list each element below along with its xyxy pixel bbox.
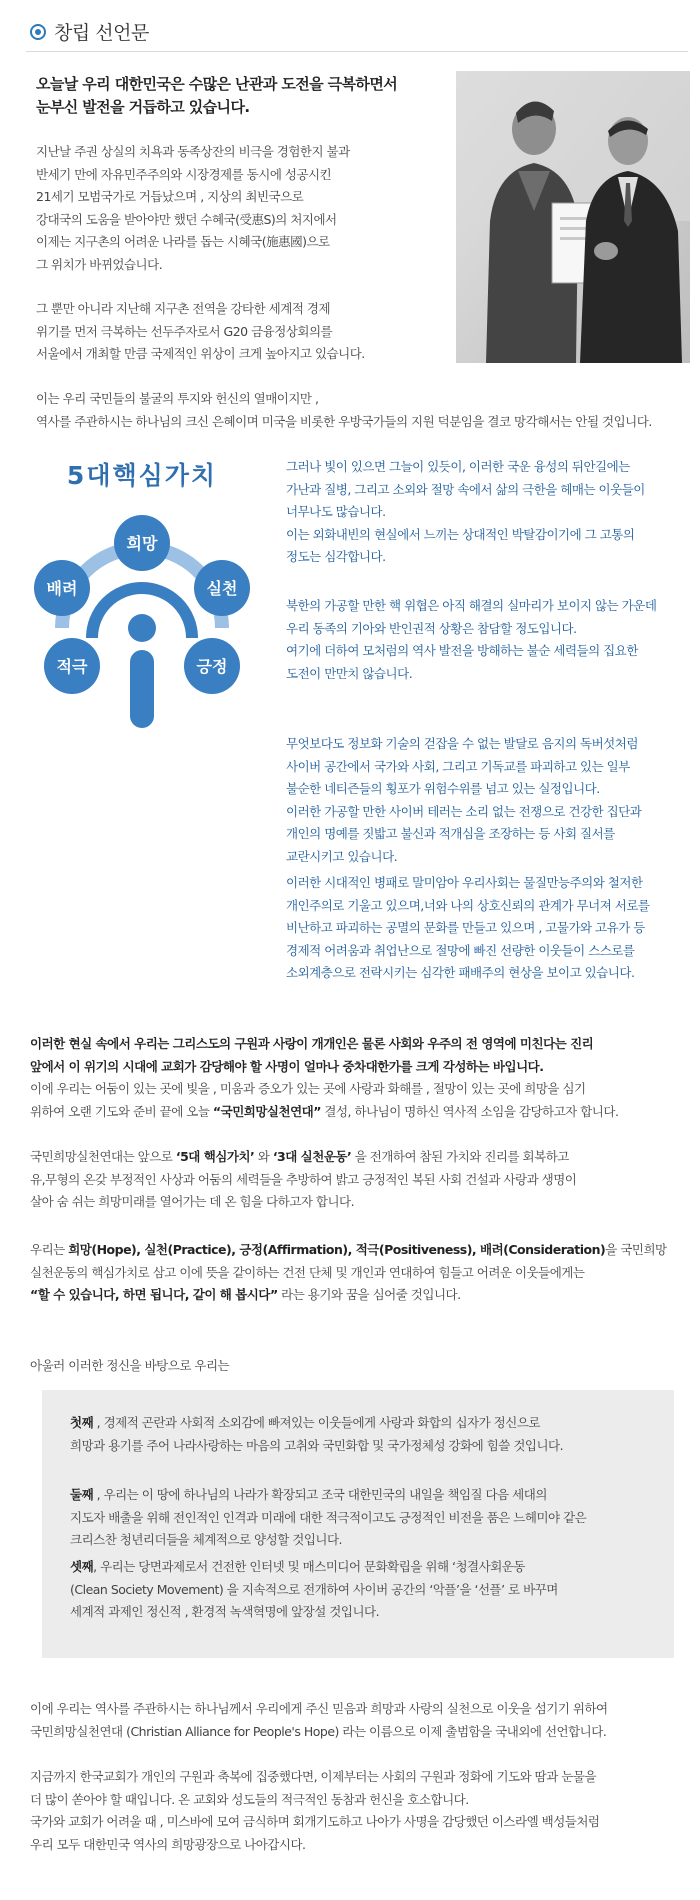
text-line: 서울에서 개최할 만큼 국제적인 위상이 크게 높아지고 있습니다. [36, 346, 365, 361]
text-line: 너무나도 많습니다. [286, 504, 386, 519]
text-line: 이러한 현실 속에서 우리는 그리스도의 구원과 사랑이 개개인은 물론 사회와 우주의 전 영역에 미친다는 진리 [30, 1036, 594, 1051]
text-segment: , 우리는 이 땅에 하나님의 나라가 확장되고 조국 대한민국의 내일을 책임질 다음 세대의 [93, 1487, 547, 1502]
text-line: 이는 우리 국민들의 불굴의 투지와 헌신의 열매이지만 , [36, 391, 319, 406]
text-line: 비난하고 파괴하는 공멸의 문화를 만들고 있으며 , 고물가와 고유가 등 [286, 920, 645, 935]
text-line: 사이버 공간에서 국가와 사회, 그리고 기독교를 파괴하고 있는 일부 [286, 758, 630, 774]
text-line: 교란시키고 있습니다. [286, 848, 398, 864]
text-line: 지도자 배출을 위해 전인적인 인격과 미래에 대한 적극적이고도 긍정적인 비전을 품은 느헤미야 같은 [70, 1509, 587, 1525]
text-line: 살아 숨 쉬는 희망미래를 열어가는 데 온 힘을 다하고자 합니다. [30, 1194, 355, 1209]
text-line: 우리 모두 대한민국 역사의 희망광장으로 나아갑시다. [30, 1836, 306, 1852]
commitment-label: 셋째 [70, 1559, 94, 1574]
text-line [70, 1556, 650, 1579]
value-label-positiveness: 적극 [56, 657, 88, 676]
text-line: 이제는 지구촌의 어려운 나라를 돕는 시혜국(施惠國)으로 [36, 234, 330, 249]
text-line: 정도는 심각합니다. [286, 549, 386, 564]
text-line: 그 위치가 바뀌었습니다. [36, 256, 163, 272]
commitment-third [70, 1556, 650, 1624]
commitment-label: 첫째 [70, 1415, 94, 1430]
text-line: 강대국의 도움을 받아야만 했던 수혜국(受惠S)의 처지에서 [36, 211, 337, 227]
text-line: 크리스찬 청년리더들을 체계적으로 양성할 것입니다. [70, 1532, 343, 1547]
title-bar [26, 14, 688, 52]
value-label-affirmation: 긍정 [196, 657, 228, 676]
text-line: 무엇보다도 정보화 기술의 걷잡을 수 없는 발달로 음지의 독버섯처럼 [286, 736, 638, 751]
text-line: 우리 동족의 기아와 반인권적 상황은 참담할 정도입니다. [286, 620, 577, 636]
text-line: 도전이 만만치 않습니다. [286, 665, 413, 681]
text-segment: , 우리는 당면과제로서 건전한 인터넷 및 매스미디어 문화확립을 위해 ‘청결사회운동 [93, 1559, 525, 1574]
text-segment: 위하여 오랜 기도와 준비 끝에 오늘 [30, 1103, 213, 1119]
text-segment: 결성, 하나님이 명하신 역사적 소임을 감당하고자 합니다. [320, 1103, 619, 1119]
intro-paragraph-1 [36, 141, 456, 276]
text-line: 그러나 빛이 있으면 그늘이 있듯이, 이러한 국운 융성의 뒤안길에는 [286, 459, 630, 474]
text-line: 위기를 먼저 극복하는 선두주자로서 G20 금융정상회의를 [36, 323, 333, 339]
page-title: 창립 선언문 [54, 22, 149, 44]
blue-paragraph-4 [286, 872, 686, 985]
blue-paragraph-2 [286, 595, 686, 685]
text-line: 이러한 시대적인 병패로 말미암아 우리사회는 물질만능주의와 철저한 [286, 875, 643, 890]
ceremony-photo [456, 71, 690, 363]
text-line: 이는 외화내빈의 현실에서 느끼는 상대적인 박탈감이기에 그 고통의 [286, 526, 635, 542]
bullet-icon [30, 24, 46, 40]
headline-line: 눈부신 발전을 거듭하고 있습니다. [36, 98, 250, 116]
text-line: 앞에서 이 위기의 시대에 교회가 감당해야 할 사명이 얼마나 중차대한가를 크게 각성하는 바입니다. [30, 1058, 544, 1074]
text-line: 국민희망실천연대 (Christian Alliance for People's Hope) 라는 이름으로 이제 출범함을 국내외에 선언합니다. [30, 1723, 607, 1739]
org-name: “국민희망실천연대” [212, 1103, 321, 1119]
text-line: 그 뿐만 아니라 지난해 지구촌 전역을 강타한 세계적 경제 [36, 301, 331, 316]
text-line: 희망과 용기를 주어 나라사랑하는 마음의 고취와 국민화합 및 국가정체성 강화에 힘쓸 것입니다. [70, 1437, 564, 1453]
text-line: 역사를 주관하시는 하나님의 크신 은혜이며 미국을 비롯한 우방국가들의 지원 덕분임을 결코 망각해서는 안될 것입니다. [36, 413, 652, 429]
closing-paragraph-1 [30, 1078, 690, 1123]
text-line: 여기에 더하여 모처럼의 역사 발전을 방해하는 불순 세력들의 집요한 [286, 643, 638, 658]
text-line: 개인주의로 기울고 있으며,너와 나의 상호신뢰의 관계가 무너져 서로를 [286, 897, 650, 913]
value-label-practice: 실천 [206, 579, 238, 598]
commitment-label: 둘째 [70, 1487, 94, 1502]
text-line [70, 1412, 650, 1435]
text-line [30, 1146, 690, 1169]
value-label-consideration: 배려 [46, 579, 78, 598]
core-values-title: 5대핵심가치 [66, 461, 218, 490]
text-line: 세계적 과제인 정신적 , 환경적 녹색혁명에 앞장설 것입니다. [70, 1604, 380, 1619]
text-line: 더 많이 쏟아야 할 때입니다. 온 교회와 성도들의 적극적인 동참과 헌신을 호소합니다. [30, 1791, 469, 1807]
text-segment: 와 [254, 1149, 273, 1164]
final-paragraph-1 [30, 1698, 690, 1743]
core-values-list: 희망(Hope), 실천(Practice), 긍정(Affirmation), 적극(Positiveness), 배려(Consideration) [68, 1242, 606, 1257]
headline [36, 73, 436, 119]
text-segment: 라는 용기와 꿈을 심어줄 것입니다. [277, 1287, 461, 1302]
text-line: 이에 우리는 역사를 주관하시는 하나님께서 우리에게 주신 믿음과 희망과 사랑의 실천으로 이웃을 섬기기 위하여 [30, 1701, 608, 1716]
figure-body [130, 650, 154, 728]
headline-line: 오늘날 우리 대한민국은 수많은 난관과 도전을 극복하면서 [36, 75, 398, 93]
closing-paragraph-3 [30, 1239, 690, 1307]
slogan: “할 수 있습니다, 하면 됩니다, 같이 해 봅시다” [30, 1287, 278, 1302]
text-line: 소외계층으로 전락시키는 심각한 패배주의 현상을 보이고 있습니다. [286, 965, 635, 980]
text-segment: 국민희망실천연대는 앞으로 [30, 1149, 176, 1164]
commitments-intro: 아울러 이러한 정신을 바탕으로 우리는 [30, 1358, 230, 1373]
text-line: 불순한 네티즌들의 횡포가 위험수위를 넘고 있는 실정입니다. [286, 781, 600, 796]
text-segment: 을 전개하여 참된 가치와 진리를 회복하고 [351, 1149, 569, 1164]
five-values-label: ‘5대 핵심가치’ [175, 1149, 255, 1164]
commitment-second [70, 1484, 650, 1552]
text-segment: , 경제적 곤란과 사회적 소외감에 빠져있는 이웃들에게 사랑과 화합의 십자가 정신으로 [93, 1415, 540, 1430]
intro-paragraph-2 [36, 298, 456, 366]
text-line: 이러한 가공할 만한 사이버 테러는 소리 없는 전쟁으로 건강한 집단과 [286, 803, 642, 819]
text-line [70, 1484, 650, 1507]
text-line: 북한의 가공할 만한 핵 위협은 아직 해결의 실마리가 보이지 않는 가운데 [286, 598, 657, 613]
text-line: 국가와 교회가 어려울 때 , 미스바에 모여 금식하며 회개기도하고 나아가 사명을 감당했던 이스라엘 백성들처럼 [30, 1814, 600, 1829]
commitment-first [70, 1412, 650, 1457]
text-line: 경제적 어려움과 취업난으로 절망에 빠진 선량한 이웃들이 스스로를 [286, 942, 635, 958]
core-values-figure [22, 456, 262, 746]
core-values-diagram [22, 498, 262, 738]
text-line: (Clean Society Movement) 을 지속적으로 전개하여 사이버 공간의 ‘악플’을 ‘선플’ 로 바꾸며 [70, 1581, 558, 1597]
closing-paragraph-2 [30, 1146, 690, 1214]
text-line: 반세기 만에 자유민주주의와 시장경제를 동시에 성공시킨 [36, 166, 332, 182]
text-line: 지금까지 한국교회가 개인의 구원과 축복에 집중했다면, 이제부터는 사회의 구원과 정화에 기도와 땀과 눈물을 [30, 1769, 597, 1784]
text-line: 21세기 모범국가로 거듭났으며 , 지상의 최빈국으로 [36, 189, 304, 204]
intro-paragraph-3 [36, 388, 696, 433]
figure-head [128, 614, 156, 642]
final-paragraph-2 [30, 1766, 690, 1856]
text-line [30, 1101, 690, 1124]
text-line: 지난날 주권 상실의 치욕과 동족상잔의 비극을 경험한지 불과 [36, 144, 350, 159]
blue-paragraph-1 [286, 456, 686, 569]
text-line: 이에 우리는 어둠이 있는 곳에 빛을 , 미움과 증오가 있는 곳에 사랑과 화해를 , 절망이 있는 곳에 희망을 심기 [30, 1081, 586, 1096]
text-line: 개인의 명예를 짓밟고 불신과 적개심을 조장하는 등 사회 질서를 [286, 826, 615, 841]
value-label-hope: 희망 [126, 534, 158, 553]
text-segment: 우리는 [30, 1242, 69, 1257]
text-line: 실천운동의 핵심가치로 삼고 이에 뜻을 같이하는 건전 단체 및 개인과 연대하여 힘들고 어려운 이웃들에게는 [30, 1264, 585, 1280]
text-segment: 을 국민희망 [605, 1242, 667, 1257]
three-movements-label: ‘3대 실천운동’ [272, 1149, 352, 1164]
text-line: 가난과 질병, 그리고 소외와 절망 속에서 삶의 극한을 헤매는 이웃들이 [286, 481, 645, 497]
text-line [30, 1284, 690, 1307]
text-line [30, 1239, 690, 1262]
closing-bold-paragraph [30, 1033, 690, 1078]
commitments-box [42, 1390, 674, 1658]
blue-paragraph-3 [286, 733, 686, 868]
text-line: 유,무형의 온갖 부정적인 사상과 어둠의 세력들을 추방하여 밝고 긍정적인 복된 사회 건설과 사랑과 생명이 [30, 1171, 577, 1187]
